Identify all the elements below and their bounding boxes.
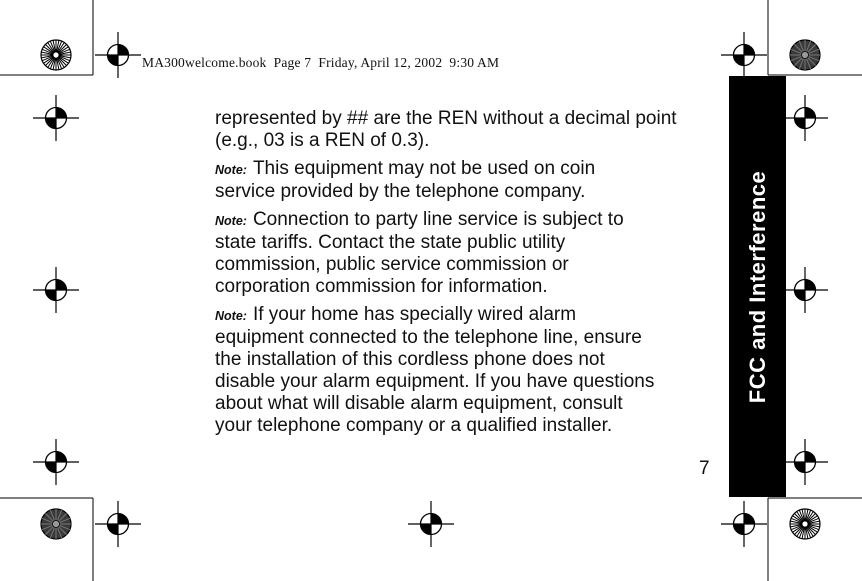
- text-line: service provided by the telephone company.: [215, 181, 586, 202]
- crosshair-registration-icon: [782, 439, 828, 485]
- note-paragraph: [215, 209, 715, 298]
- crosshair-registration-icon: [408, 501, 454, 547]
- note-paragraph: [215, 158, 715, 203]
- section-side-tab: [729, 76, 786, 497]
- text-line: [215, 209, 715, 232]
- body-text: [215, 108, 715, 443]
- starburst-registration-icon: [41, 509, 71, 539]
- note-label: Note:: [215, 214, 247, 228]
- crosshair-registration-icon: [95, 32, 141, 78]
- crosshair-registration-icon: [782, 267, 828, 313]
- text-line: [215, 304, 715, 327]
- note-label: Note:: [215, 163, 247, 177]
- crosshair-registration-icon: [95, 501, 141, 547]
- note-label: Note:: [215, 309, 247, 323]
- text-line: disable your alarm equipment. If you have questions: [215, 371, 655, 392]
- text-line: the installation of this cordless phone does not: [215, 349, 605, 370]
- intro-paragraph: [215, 108, 715, 152]
- crosshair-registration-icon: [33, 95, 79, 141]
- text-line: [215, 158, 715, 181]
- crosshair-registration-icon: [33, 267, 79, 313]
- starburst-registration-icon: [41, 40, 71, 70]
- text-line: corporation commission for information.: [215, 276, 548, 297]
- text-line: your telephone company or a qualified installer.: [215, 415, 613, 436]
- page-number: 7: [699, 458, 710, 479]
- text-line: (e.g., 03 is a REN of 0.3).: [215, 130, 430, 151]
- text-line: represented by ## are the REN without a decimal point: [215, 108, 677, 129]
- text-line: state tariffs. Contact the state public utility: [215, 232, 566, 253]
- note-text: This equipment may not be used on coin: [252, 158, 596, 179]
- starburst-registration-icon: [790, 40, 820, 70]
- crosshair-registration-icon: [721, 32, 767, 78]
- text-line: equipment connected to the telephone line, ensure: [215, 327, 642, 348]
- text-line: commission, public service commission or: [215, 254, 569, 275]
- note-text: If your home has specially wired alarm: [252, 304, 577, 325]
- starburst-registration-icon: [790, 509, 820, 539]
- text-line: about what will disable alarm equipment, consult: [215, 393, 623, 414]
- crosshair-registration-icon: [33, 439, 79, 485]
- section-tab-label: FCC and Interference: [744, 170, 770, 403]
- crosshair-registration-icon: [782, 95, 828, 141]
- note-paragraph: [215, 304, 715, 437]
- file-info-header: MA300welcome.book Page 7 Friday, April 12, 2002 9:30 AM: [142, 55, 500, 70]
- crosshair-registration-icon: [721, 501, 767, 547]
- note-text: Connection to party line service is subject to: [252, 209, 624, 230]
